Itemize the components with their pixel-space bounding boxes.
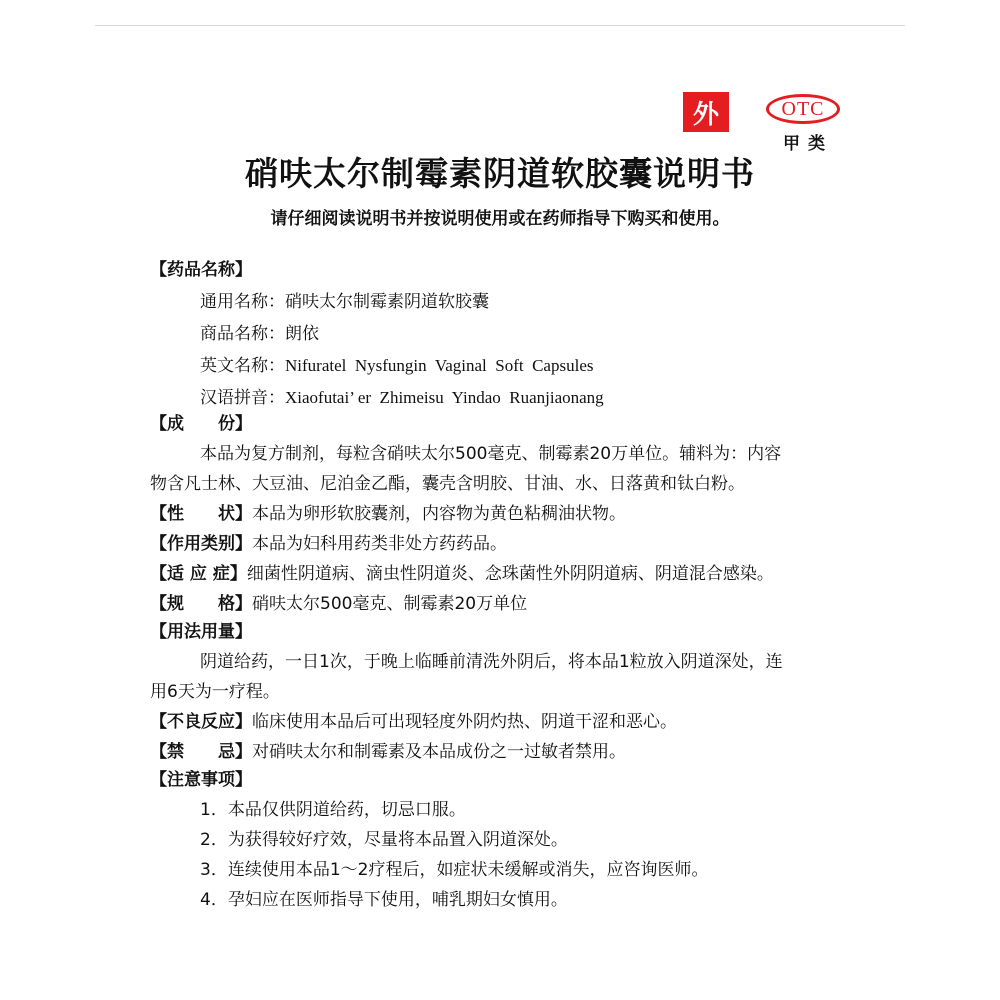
notes-item-4: 4．孕妇应在医师指导下使用，哺乳期妇女慎用。 xyxy=(200,890,568,910)
category-heading: 【作用类别】 xyxy=(150,534,252,554)
otc-class-label: 甲类 xyxy=(783,134,833,154)
specification-text: 硝呋太尔500毫克、制霉素20万单位 xyxy=(252,594,528,614)
ingredients-line-2: 物含凡士林、大豆油、尼泊金乙酯，囊壳含明胶、甘油、水、日落黄和钛白粉。 xyxy=(150,474,745,494)
ingredients-heading: 【成 份】 xyxy=(150,414,252,434)
adverse-heading: 【不良反应】 xyxy=(150,712,252,732)
generic-name-row xyxy=(200,290,489,314)
character-text: 本品为卵形软胶囊剂，内容物为黄色粘稠油状物。 xyxy=(252,504,626,524)
pinyin-name-value: Xiaofutai’ er Zhimeisu Yindao Ruanjiaonang xyxy=(285,388,604,407)
pinyin-name-row xyxy=(200,386,604,410)
document-title: 硝呋太尔制霉素阴道软胶囊说明书 xyxy=(245,154,755,193)
trade-name-row xyxy=(200,322,319,346)
generic-name-label: 通用名称： xyxy=(200,292,285,312)
notes-item-1: 1．本品仅供阴道给药，切忌口服。 xyxy=(200,800,466,820)
specification-heading: 【规 格】 xyxy=(150,594,252,614)
indications-heading: 【适 应 症】 xyxy=(150,564,247,584)
trade-name-value: 朗依 xyxy=(285,324,319,344)
external-use-badge: 外 xyxy=(683,92,729,132)
trade-name-label: 商品名称： xyxy=(200,324,285,344)
character-heading: 【性 状】 xyxy=(150,504,252,524)
english-name-value: Nifuratel Nysfungin Vaginal Soft Capsules xyxy=(285,356,594,375)
usage-line-2: 用6天为一疗程。 xyxy=(150,682,280,702)
contraindications-heading: 【禁 忌】 xyxy=(150,742,252,762)
contraindications-row xyxy=(150,740,626,764)
specification-row xyxy=(150,592,527,616)
english-name-row xyxy=(200,354,593,378)
category-text: 本品为妇科用药类非处方药药品。 xyxy=(252,534,507,554)
pinyin-name-label: 汉语拼音： xyxy=(200,388,285,408)
contraindications-text: 对硝呋太尔和制霉素及本品成份之一过敏者禁用。 xyxy=(252,742,626,762)
usage-heading: 【用法用量】 xyxy=(150,622,252,642)
adverse-row xyxy=(150,710,677,734)
adverse-text: 临床使用本品后可出现轻度外阴灼热、阴道干涩和恶心。 xyxy=(252,712,677,732)
notes-item-3: 3．连续使用本品1～2疗程后，如症状未缓解或消失，应咨询医师。 xyxy=(200,860,709,880)
english-name-label: 英文名称： xyxy=(200,356,285,376)
character-row xyxy=(150,502,626,526)
document-subtitle: 请仔细阅读说明书并按说明使用或在药师指导下购买和使用。 xyxy=(270,209,730,229)
generic-name-value: 硝呋太尔制霉素阴道软胶囊 xyxy=(285,292,489,312)
indications-row xyxy=(150,562,774,586)
notes-heading: 【注意事项】 xyxy=(150,770,252,790)
indications-text: 细菌性阴道病、滴虫性阴道炎、念珠菌性外阴阴道病、阴道混合感染。 xyxy=(246,564,774,584)
otc-logo: OTC xyxy=(766,94,840,124)
category-row xyxy=(150,532,507,556)
drug-name-heading: 【药品名称】 xyxy=(150,260,252,280)
ingredients-line-1: 本品为复方制剂，每粒含硝呋太尔500毫克、制霉素20万单位。辅料为：内容 xyxy=(200,444,782,464)
notes-item-2: 2．为获得较好疗效，尽量将本品置入阴道深处。 xyxy=(200,830,568,850)
top-divider xyxy=(95,25,905,26)
usage-line-1: 阴道给药，一日1次，于晚上临睡前清洗外阴后，将本品1粒放入阴道深处，连 xyxy=(200,652,783,672)
